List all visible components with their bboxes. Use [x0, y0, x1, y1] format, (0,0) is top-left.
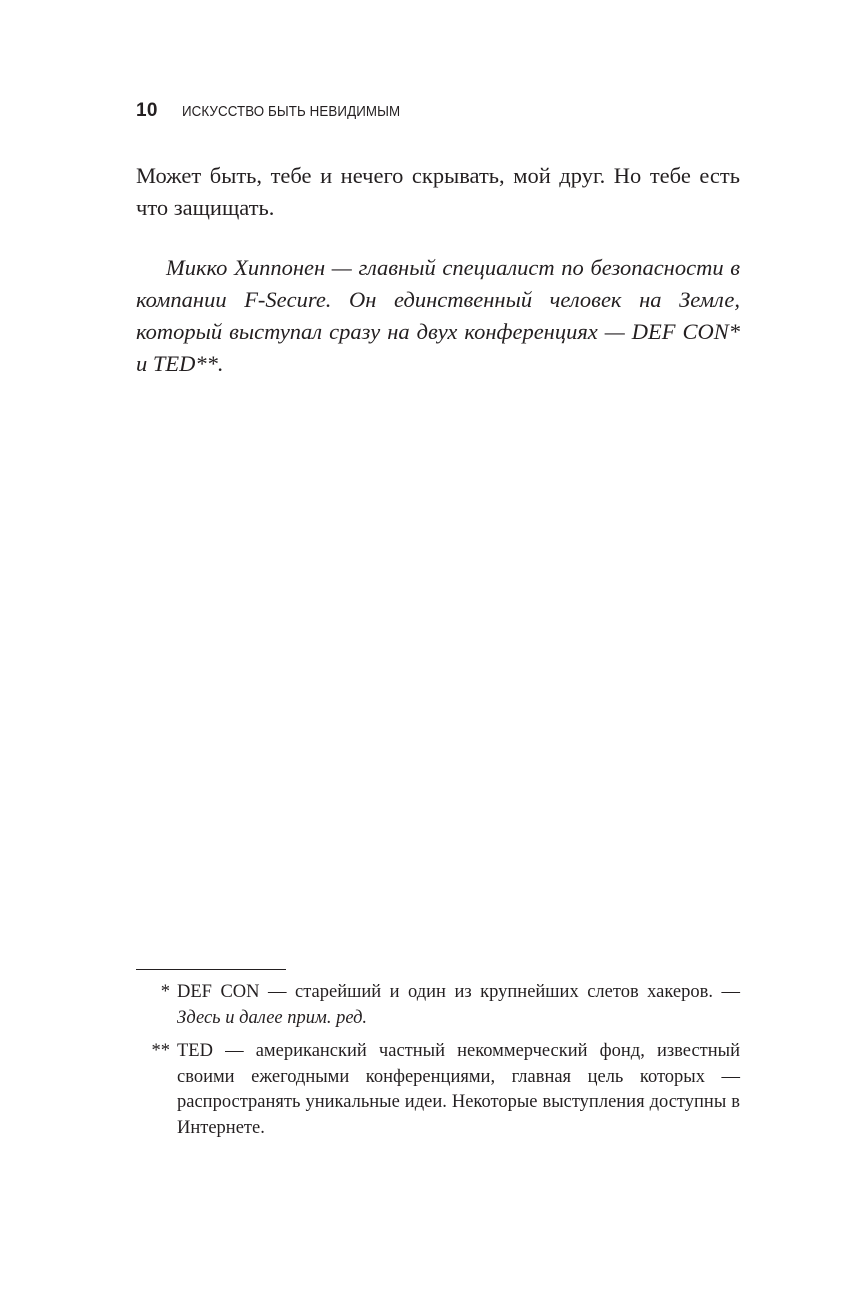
- epigraph-text: Может быть, тебе и нечего скрывать, мой друг. Но тебе есть что защищать.: [136, 163, 740, 220]
- running-title: ИСКУССТВО БЫТЬ НЕВИДИМЫМ: [181, 104, 400, 120]
- footnote-ref-2: **: [195, 351, 218, 376]
- footnotes: [136, 980, 740, 1149]
- footnote: [136, 1039, 740, 1141]
- epigraph-attribution: [136, 252, 740, 380]
- attribution-text-1: Микко Хиппонен — главный специалист по безопасности в компании F-Secure. Он единственный человек на Земле, который выступал сразу на двух конференциях — DEF CON: [136, 255, 740, 344]
- footnote-editor-note: Здесь и далее прим. ред.: [177, 1007, 368, 1028]
- footnote-marker: **: [151, 1041, 170, 1061]
- footnote-ref-1: *: [728, 319, 740, 344]
- footnote-divider: [136, 969, 286, 970]
- epigraph: [136, 160, 740, 224]
- attribution-text-2: и TED: [136, 351, 196, 376]
- running-header: [136, 100, 419, 122]
- footnote: [136, 980, 740, 1031]
- attribution-paragraph: [136, 252, 740, 380]
- footnote-marker: *: [160, 982, 170, 1002]
- footnote-body: DEF CON — старейший и один из крупнейших слетов хакеров. —: [177, 982, 740, 1002]
- page-number: 10: [136, 100, 158, 121]
- footnote-text: [177, 1041, 740, 1138]
- footnote-body: TED — американский частный некоммерческий фонд, известный своими ежегодными конференциями, главная цель которых — распространять уникальные идеи. Некоторые выступления доступны в Интернете.: [177, 1041, 740, 1138]
- footnote-text: [177, 982, 740, 1028]
- attribution-text-3: .: [217, 351, 224, 376]
